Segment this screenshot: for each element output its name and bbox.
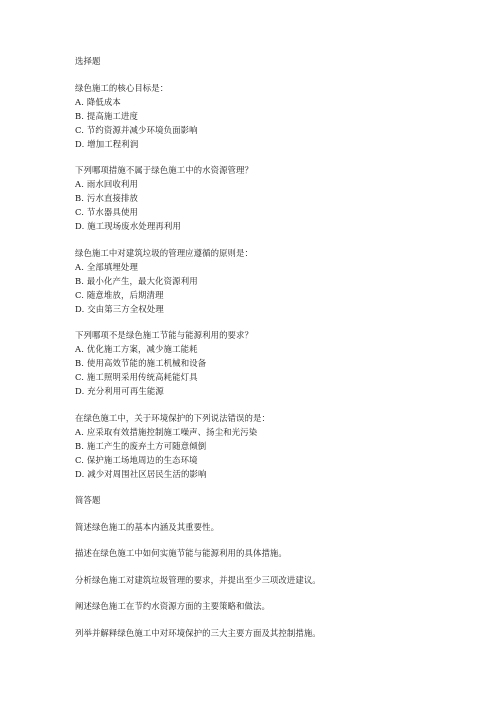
option-b: B. 提高施工进度 (75, 110, 139, 121)
option-c: C. 施工照明采用传统高耗能灯具 (75, 372, 198, 382)
short-question: 阐述绿色施工在节约水资源方面的主要策略和做法。 (75, 601, 270, 611)
question-stem: 绿色施工的核心目标是： (75, 82, 169, 93)
option-a: A. 应采取有效措施控制施工噪声、扬尘和光污染 (75, 426, 258, 437)
document-page (75, 54, 455, 640)
question-stem: 在绿色施工中，关于环境保护的下列说法错误的是： (75, 412, 270, 423)
option-d: D. 充分利用可再生能源 (75, 386, 164, 396)
option-b: B. 使用高效节能的施工机械和设备 (75, 358, 207, 368)
option-d: D. 减少对周围社区居民生活的影响 (75, 468, 207, 479)
question-stem: 下列哪项不是绿色施工节能与能源利用的要求？ (75, 330, 253, 340)
option-c: C. 保护施工场地周边的生态环境 (75, 454, 198, 465)
option-b: B. 污水直接排放 (75, 193, 139, 203)
option-c: C. 节水器具使用 (75, 207, 139, 217)
option-c: C. 节约资源并减少环境负面影响 (75, 124, 198, 135)
option-a: A. 雨水回收利用 (75, 179, 138, 189)
question-stem: 下列哪项措施不属于绿色施工中的水资源管理？ (75, 165, 253, 175)
short-question: 分析绿色施工对建筑垃圾管理的要求，并提出至少三项改进建议。 (75, 574, 321, 585)
option-c: C. 随意堆放，后期清理 (75, 289, 164, 300)
question-block (75, 246, 455, 316)
question-block (75, 163, 455, 233)
question-stem: 绿色施工中对建筑垃圾的管理应遵循的原则是： (75, 247, 253, 258)
option-b: B. 施工产生的废弃土方可随意倾倒 (75, 440, 207, 451)
option-d: D. 增加工程利润 (75, 138, 139, 149)
question-block (75, 411, 455, 481)
short-question: 描述在绿色施工中如何实施节能与能源利用的具体措施。 (75, 548, 287, 558)
section-title-choice: 选择题 (75, 56, 101, 66)
option-d: D. 施工现场废水处理再利用 (75, 221, 181, 231)
short-question: 列举并解释绿色施工中对环境保护的三大主要方面及其控制措施。 (75, 627, 321, 638)
option-a: A. 降低成本 (75, 96, 121, 107)
section-title-short: 简答题 (75, 495, 101, 505)
question-block (75, 328, 455, 398)
option-d: D. 交由第三方全权处理 (75, 303, 164, 314)
question-block (75, 81, 455, 151)
short-question: 简述绿色施工的基本内涵及其重要性。 (75, 521, 220, 532)
option-a: A. 优化施工方案，减少施工能耗 (75, 344, 198, 354)
option-a: A. 全部填埋处理 (75, 261, 138, 272)
option-b: B. 最小化产生，最大化资源利用 (75, 275, 198, 286)
